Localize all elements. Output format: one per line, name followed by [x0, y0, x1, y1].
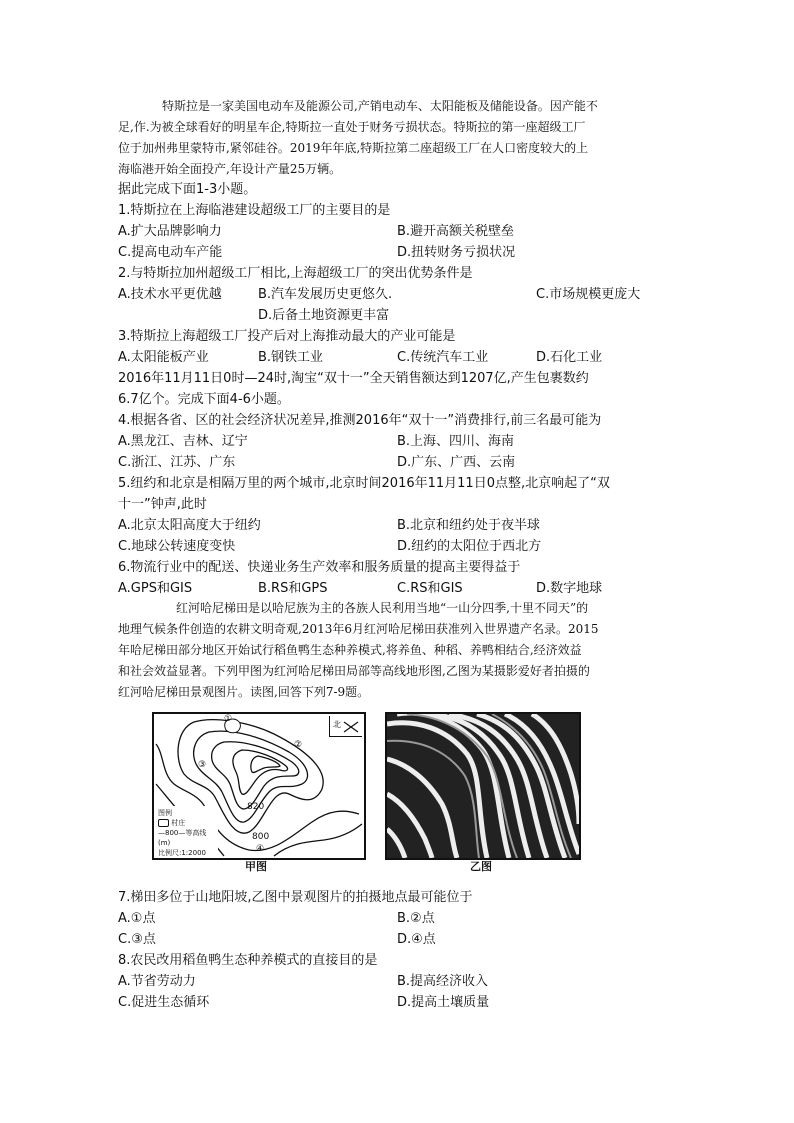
photo-caption: 乙图 — [470, 860, 492, 873]
q4-option-b[interactable]: B.上海、四川、海南 — [397, 434, 515, 449]
legend-title: 图例 — [158, 809, 172, 817]
q2-option-b[interactable]: B.汽车发展历史更悠久. — [258, 287, 393, 302]
question-2-stem: 2.与特斯拉加州超级工厂相比,上海超级工厂的突出优势条件是 — [118, 266, 473, 281]
q7-option-d[interactable]: D.④点 — [397, 932, 436, 947]
q1-option-d[interactable]: D.扭转财务亏损状况 — [397, 245, 516, 260]
passage-double11-line1: 2016年11月11日0时—24时,淘宝“双十一”全天销售额达到1207亿,产生包裹数约 — [118, 371, 589, 386]
north-label: 北 — [333, 720, 341, 729]
q6-option-b[interactable]: B.RS和GPS — [258, 581, 328, 596]
point-4-label: ④ — [256, 844, 265, 854]
q5-option-c[interactable]: C.地球公转速度变快 — [118, 539, 236, 554]
question-8-stem: 8.农民改用稻鱼鸭生态种养模式的直接目的是 — [118, 953, 378, 968]
contour-800-label: 800 — [252, 832, 270, 842]
passage-tesla — [118, 96, 674, 180]
passage-line: 地理气候条件创造的农耕文明奇观,2013年6月红河哈尼梯田获准列入世界遗产名录。2015 — [118, 622, 599, 636]
question-3-stem: 3.特斯拉上海超级工厂投产后对上海推动最大的产业可能是 — [118, 329, 456, 344]
q8-option-a[interactable]: A.节省劳动力 — [118, 974, 196, 989]
contour-map — [152, 712, 366, 860]
passage-line: 足,作.为被全球看好的明星车企,特斯拉一直处于财务亏损状态。特斯拉的第一座超级工厂 — [118, 120, 586, 134]
q6-option-d[interactable]: D.数字地球 — [536, 581, 603, 596]
north-arrow — [329, 716, 362, 737]
passage-line: 位于加州弗里蒙特市,紧邻硅谷。2019年年底,特斯拉第二座超级工厂在人口密度较大的上 — [118, 141, 589, 155]
q1-option-a[interactable]: A.扩大品牌影响力 — [118, 224, 222, 239]
instruction-1-3: 据此完成下面1-3小题。 — [118, 182, 257, 197]
village-icon — [158, 819, 169, 827]
passage-double11-line2: 6.7亿个。完成下面4-6小题。 — [118, 392, 290, 407]
q7-option-a[interactable]: A.①点 — [118, 911, 156, 926]
q3-option-d[interactable]: D.石化工业 — [536, 350, 603, 365]
q3-option-c[interactable]: C.传统汽车工业 — [397, 350, 489, 365]
passage-line: 红河哈尼梯田景观图片。读图,回答下列7-9题。 — [118, 685, 370, 699]
q6-option-c[interactable]: C.RS和GIS — [397, 581, 463, 596]
passage-line: 特斯拉是一家美国电动车及能源公司,产销电动车、太阳能板及储能设备。因产能不 — [162, 99, 598, 113]
north-arrow-icon — [330, 716, 362, 736]
terrace-photo-image — [387, 714, 579, 858]
passage-line: 和社会效益显著。下列甲图为红河哈尼梯田局部等高线地形图,乙图为某摄影爱好者拍摄的 — [118, 664, 590, 678]
passage-line: 海临港开始全面投产,年设计产量25万辆。 — [118, 162, 342, 176]
question-5-stem-line2: 十一”钟声,此时 — [118, 497, 207, 512]
q7-option-c[interactable]: C.③点 — [118, 932, 156, 947]
q2-option-a[interactable]: A.技术水平更优越 — [118, 287, 222, 302]
legend-contour: —800—等高线(m) — [158, 829, 207, 847]
q4-option-a[interactable]: A.黑龙江、吉林、辽宁 — [118, 434, 248, 449]
passage-line: 年哈尼梯田部分地区开始试行稻鱼鸭生态种养模式,将养鱼、种稻、养鸭相结合,经济效益 — [118, 643, 582, 657]
legend-scale: 比例尺:1:2000 — [158, 849, 206, 857]
question-4-stem: 4.根据各省、区的社会经济状况差异,推测2016年“双十一”消费排行,前三名最可能为 — [118, 413, 602, 428]
legend-village: 村庄 — [158, 818, 216, 828]
q6-option-a[interactable]: A.GPS和GIS — [118, 581, 193, 596]
point-3-label: ③ — [198, 760, 207, 770]
q3-option-a[interactable]: A.太阳能板产业 — [118, 350, 209, 365]
q8-option-d[interactable]: D.提高土壤质量 — [397, 995, 490, 1010]
q5-option-d[interactable]: D.纽约的太阳位于西北方 — [397, 539, 542, 554]
q4-option-d[interactable]: D.广东、广西、云南 — [397, 455, 516, 470]
point-2-label: ② — [294, 740, 303, 750]
q8-option-c[interactable]: C.促进生态循环 — [118, 995, 210, 1010]
q5-option-b[interactable]: B.北京和纽约处于夜半球 — [397, 518, 541, 533]
contour-820-label: 820 — [247, 802, 265, 812]
point-1-label: ① — [224, 714, 233, 724]
q1-option-c[interactable]: C.提高电动车产能 — [118, 245, 223, 260]
question-1-stem: 1.特斯拉在上海临港建设超级工厂的主要目的是 — [118, 203, 391, 218]
terrace-photo — [385, 712, 581, 860]
q5-option-a[interactable]: A.北京太阳高度大于纽约 — [118, 518, 261, 533]
map-caption: 甲图 — [245, 860, 267, 873]
map-legend — [156, 806, 218, 860]
question-7-stem: 7.梯田多位于山地阳坡,乙图中景观图片的拍摄地点最可能位于 — [118, 890, 473, 905]
q2-option-d[interactable]: D.后备土地资源更丰富 — [258, 308, 390, 323]
q2-option-c[interactable]: C.市场规模更庞大 — [536, 287, 641, 302]
q8-option-b[interactable]: B.提高经济收入 — [397, 974, 489, 989]
q4-option-c[interactable]: C.浙江、江苏、广东 — [118, 455, 236, 470]
q1-option-b[interactable]: B.避开高额关税壁垒 — [397, 224, 515, 239]
question-5-stem-line1: 5.纽约和北京是相隔万里的两个城市,北京时间2016年11月11日0点整,北京响起了“双 — [118, 476, 610, 491]
passage-hani-terraces — [118, 598, 674, 703]
q7-option-b[interactable]: B.②点 — [397, 911, 435, 926]
question-6-stem: 6.物流行业中的配送、快递业务生产效率和服务质量的提高主要得益于 — [118, 560, 521, 575]
passage-line: 红河哈尼梯田是以哈尼族为主的各族人民利用当地“一山分四季,十里不同天”的 — [176, 601, 589, 615]
q3-option-b[interactable]: B.钢铁工业 — [258, 350, 324, 365]
